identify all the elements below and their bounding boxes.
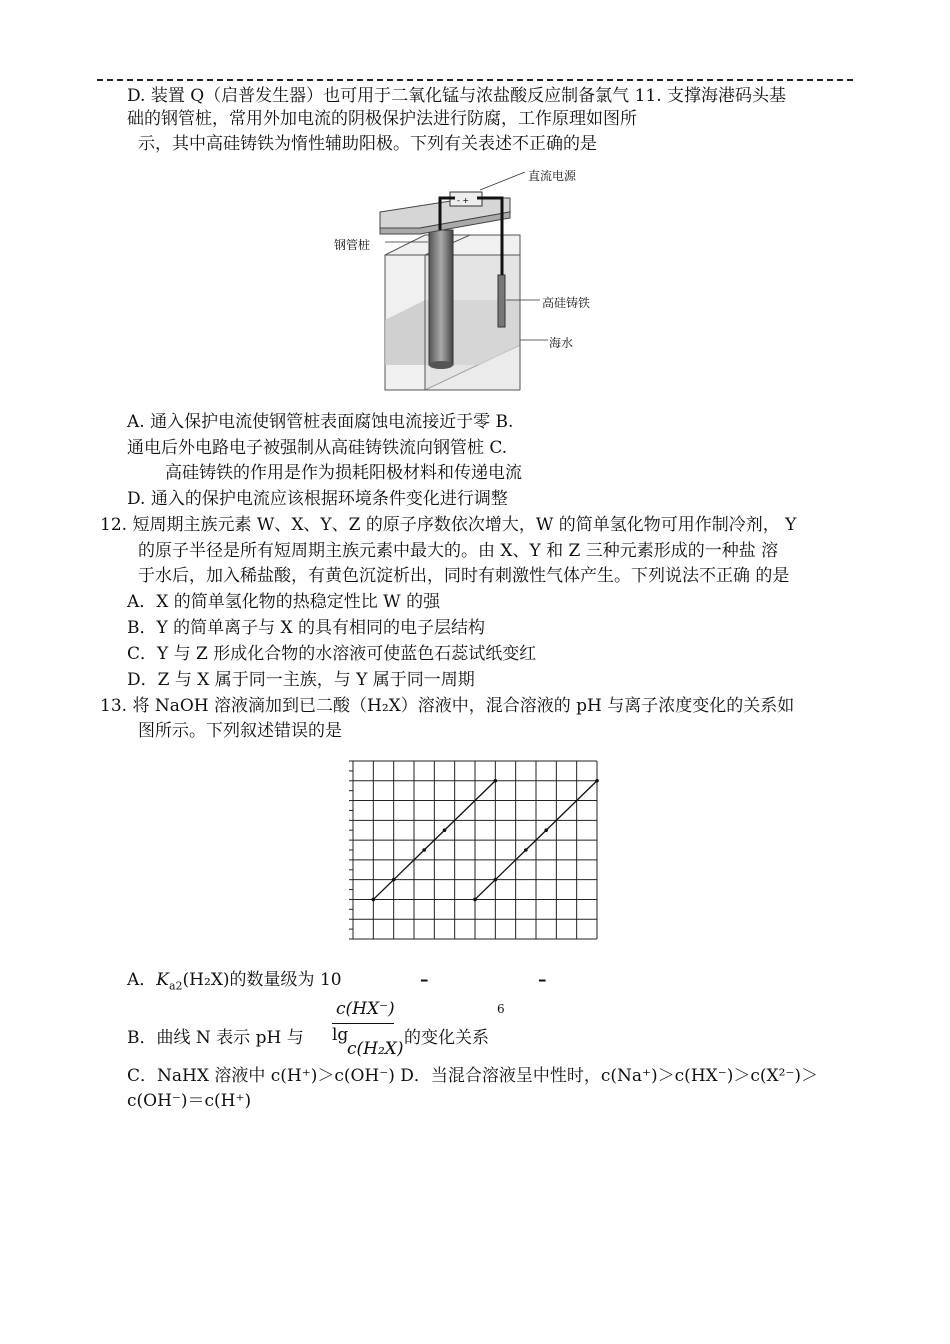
data-point (372, 898, 376, 902)
top-line-3: 示，其中高硅铸铁为惰性辅助阳极。下列有关表述不正确的是 (138, 134, 597, 154)
q12-line-3: 于水后，加入稀盐酸，有黄色沉淀析出，同时有刺激性气体产生。下列说法不正确 的是 (138, 566, 790, 586)
frac-denominator: c(H₂X) (347, 1039, 404, 1059)
data-point (473, 898, 477, 902)
q13-option-d-cont: c(OH⁻)＝c(H⁺) (127, 1091, 252, 1111)
steel-pile (429, 230, 453, 365)
q11-option-4: D. 通入的保护电流应该根据环境条件变化进行调整 (127, 489, 508, 509)
q12-line-2: 的原子半径是所有短周期主族元素中最大的。由 X、Y 和 Z 三种元素形成的一种盐 溶 (138, 541, 779, 561)
data-point (422, 848, 426, 852)
label-sea: 海水 (549, 336, 574, 350)
dashed-rule (97, 79, 853, 81)
q13-a-prefix: A． (127, 970, 157, 990)
q13-line-1: 13. 将 NaOH 溶液滴加到已二酸（H₂X）溶液中，混合溶液的 pH 与离子浓度变化的关系如 (100, 696, 795, 716)
terminals-text: - + (457, 196, 470, 205)
q11-option-1: A. 通入保护电流使钢管桩表面腐蚀电流接近于零 B. (127, 412, 514, 432)
data-point (595, 779, 599, 783)
q13-a-rest: (H₂X)的数量级为 10 (182, 970, 342, 990)
frac-numerator: c(HX⁻) (336, 999, 395, 1019)
data-point (443, 828, 447, 832)
q13-option-b-prefix: B．曲线 N 表示 pH 与 (127, 1028, 304, 1048)
q12-option-d: D．Z 与 X 属于同一主族，与 Y 属于同一周期 (127, 670, 475, 690)
exp-sign-1: – (420, 970, 429, 990)
top-line-2: 础的钢管桩，常用外加电流的阴极保护法进行防腐，工作原理如图所 (127, 109, 637, 129)
data-point (392, 878, 396, 882)
q13-line-2: 图所示。下列叙述错误的是 (138, 721, 342, 741)
label-pile: 钢管桩 (334, 238, 371, 252)
data-point (544, 828, 548, 832)
q12-line-1: 12. 短周期主族元素 W、X、Y、Z 的原子序数依次增大，W 的简单氢化物可用作制冷剂， Y (100, 515, 797, 535)
q12-option-b: B．Y 的简单离子与 X 的具有相同的电子层结构 (127, 618, 486, 638)
q11-option-3: 高硅铸铁的作用是作为损耗阳极材料和传递电流 (165, 463, 522, 483)
q13-a-sub: a2 (168, 979, 183, 993)
anode-rod (498, 275, 505, 327)
top-line-1: D. 装置 Q（启普发生器）也可用于二氧化锰与浓盐酸反应制备氯气 11. 支撑海港码头基 (127, 86, 787, 106)
q11-option-2: 通电后外电路电子被强制从高硅铸铁流向钢管桩 C. (127, 438, 508, 458)
q13-option-a (127, 969, 342, 997)
exp-num: 6 (497, 1002, 505, 1016)
data-point (494, 878, 498, 882)
q13-option-c: C．NaHX 溶液中 c(H⁺)＞c(OH⁻) D．当混合溶液呈中性时，c(Na⁺)＞c(HX⁻)＞c(X²⁻)＞ (127, 1066, 819, 1086)
data-point (494, 779, 498, 783)
frac-lg: lg (332, 1025, 349, 1045)
q13-a-k: K (156, 970, 169, 990)
label-power: 直流电源 (528, 169, 577, 183)
exp-sign-2: – (538, 970, 547, 990)
cathodic-protection-figure (320, 160, 650, 400)
q13-option-b-suffix: 的变化关系 (404, 1028, 489, 1048)
ph-chart (345, 755, 605, 945)
q12-option-a: A．X 的简单氢化物的热稳定性比 W 的强 (127, 592, 441, 612)
data-point (524, 848, 528, 852)
label-anode: 高硅铸铁 (542, 296, 591, 310)
q12-option-c: C．Y 与 Z 形成化合物的水溶液可使蓝色石蕊试纸变红 (127, 644, 537, 664)
